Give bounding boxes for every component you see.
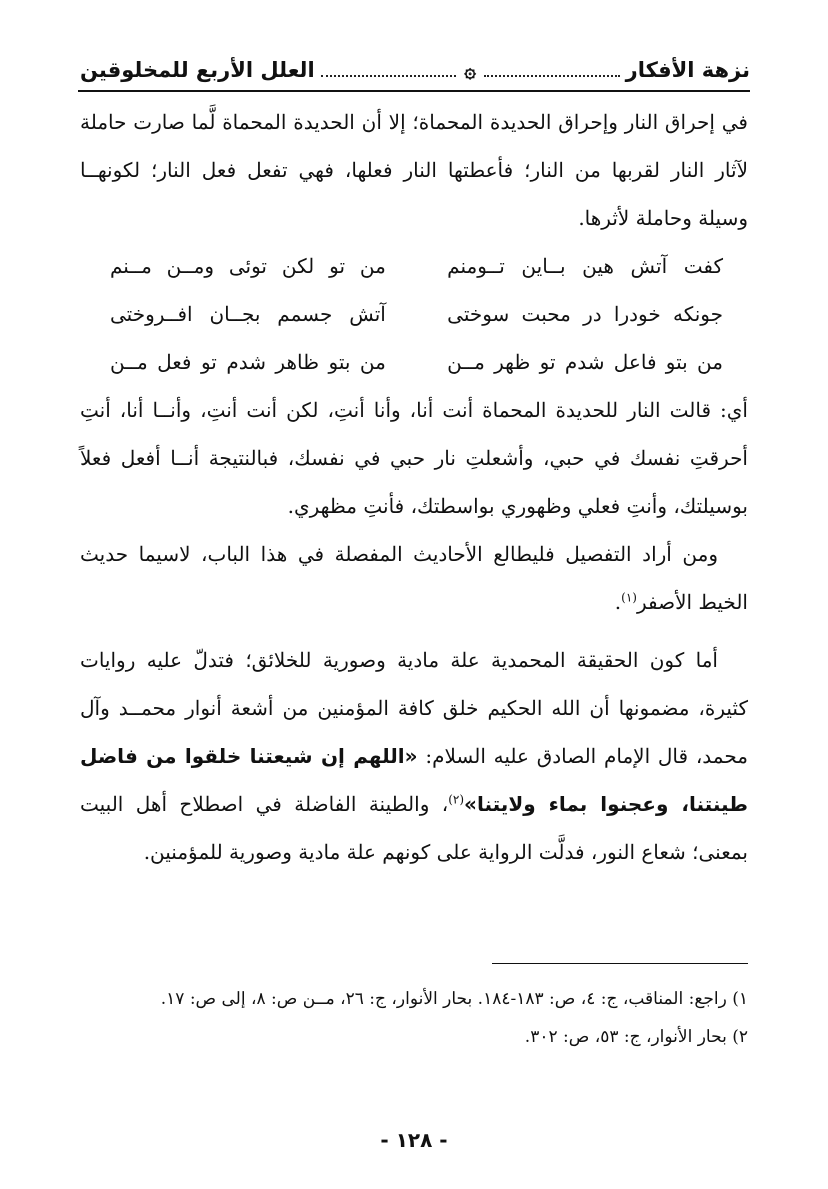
paragraph-4-text: أما كون الحقيقة المحمدية علة مادية وصورية للخلائق؛ فتدلّ عليه روايات كثيرة، مضمونها أن الله الحكيم خلق كافة المؤمنين من أشعة أنوار محمــد وآل محمد، قال الإمام الصادق عليه السلام:: [80, 648, 748, 768]
footnote-separator: [492, 963, 748, 964]
paragraph-3-text: ومن أراد التفصيل فليطالع الأحاديث المفصلة في هذا الباب، لاسيما حديث الخيط الأصفر: [80, 542, 748, 614]
verse-second-hemistich: من بتو ظاهر شدم تو فعل مــن: [110, 350, 386, 374]
header-leader-dots: [321, 75, 457, 77]
header-leader-dots: [484, 75, 620, 77]
poem: [80, 242, 748, 386]
running-header: [80, 52, 750, 88]
paragraph-3-end: .: [614, 590, 622, 614]
verse-first-hemistich: كفت آتش هين بــاين تــومنم: [447, 254, 723, 278]
page-number: - ١٢٨ -: [380, 1128, 448, 1152]
header-rule: [78, 90, 750, 92]
poem-verse: [80, 338, 748, 386]
verse-first-hemistich: جونكه خودرا در محبت سوختى: [447, 302, 723, 326]
footnote-2: ٢) بحار الأنوار، ج: ٥٣، ص: ٣٠٢.: [524, 1027, 748, 1047]
paragraph-4-tail: ، والطينة الفاضلة في اصطلاح أهل البيت بمعنى؛ شعاع النور، فدلَّت الرواية على كونهم علة مادية وصورية للمؤمنين.: [80, 792, 748, 864]
footnote-1: ١) راجع: المناقب، ج: ٤، ص: ١٨٣-١٨٤. بحار الأنوار، ج: ٢٦، مــن ص: ٨، إلى ص: ١٧.: [160, 989, 748, 1009]
ornament-icon: ۞: [464, 58, 477, 82]
header-chapter-title: العلل الأربع للمخلوقين: [79, 58, 315, 82]
header-book-title: نزهة الأفكار: [625, 58, 750, 82]
verse-first-hemistich: من بتو فاعل شدم تو ظهر مــن: [447, 350, 723, 374]
main-text: [80, 98, 748, 876]
poem-verse: [80, 242, 748, 290]
hadith-quote: «اللهم إن شيعتنا خلقوا من فاضل طينتنا، وعجنوا بماء ولايتنا»: [80, 744, 748, 816]
footnote-ref-1: (١): [621, 590, 637, 605]
footnote-ref-2: (٢): [448, 792, 465, 807]
paragraph-1: في إحراق النار وإحراق الحديدة المحماة؛ إلا أن الحديدة المحماة لَّما صارت حاملة لآثار النار لقربها من النار؛ فأعطتها النار فعلها، فهي تفعل فعل النار؛ لكونهــا وسيلة وحاملة لأثرها.: [80, 110, 748, 230]
footnotes: [80, 980, 748, 1056]
verse-second-hemistich: آتش جسمم بجــان افــروختى: [110, 302, 386, 326]
paragraph-4: [80, 636, 748, 876]
verse-second-hemistich: من تو لكن توئى ومــن مــنم: [110, 254, 386, 278]
paragraph-2: أي: قالت النار للحديدة المحماة أنت أنا، وأنا أنتِ، لكن أنت أنتِ، وأنــا أنا، أنتِ أحرقتِ نفسك في حبي، وأشعلتِ نار حبي في نفسك، فبالنتيجة أنــا أفعل فعلاً بوسيلتك، وأنتِ فعلي وظهوري بواسطتك، فأنتِ مظهري.: [80, 398, 748, 518]
paragraph-3: [80, 530, 748, 626]
poem-verse: [80, 290, 748, 338]
